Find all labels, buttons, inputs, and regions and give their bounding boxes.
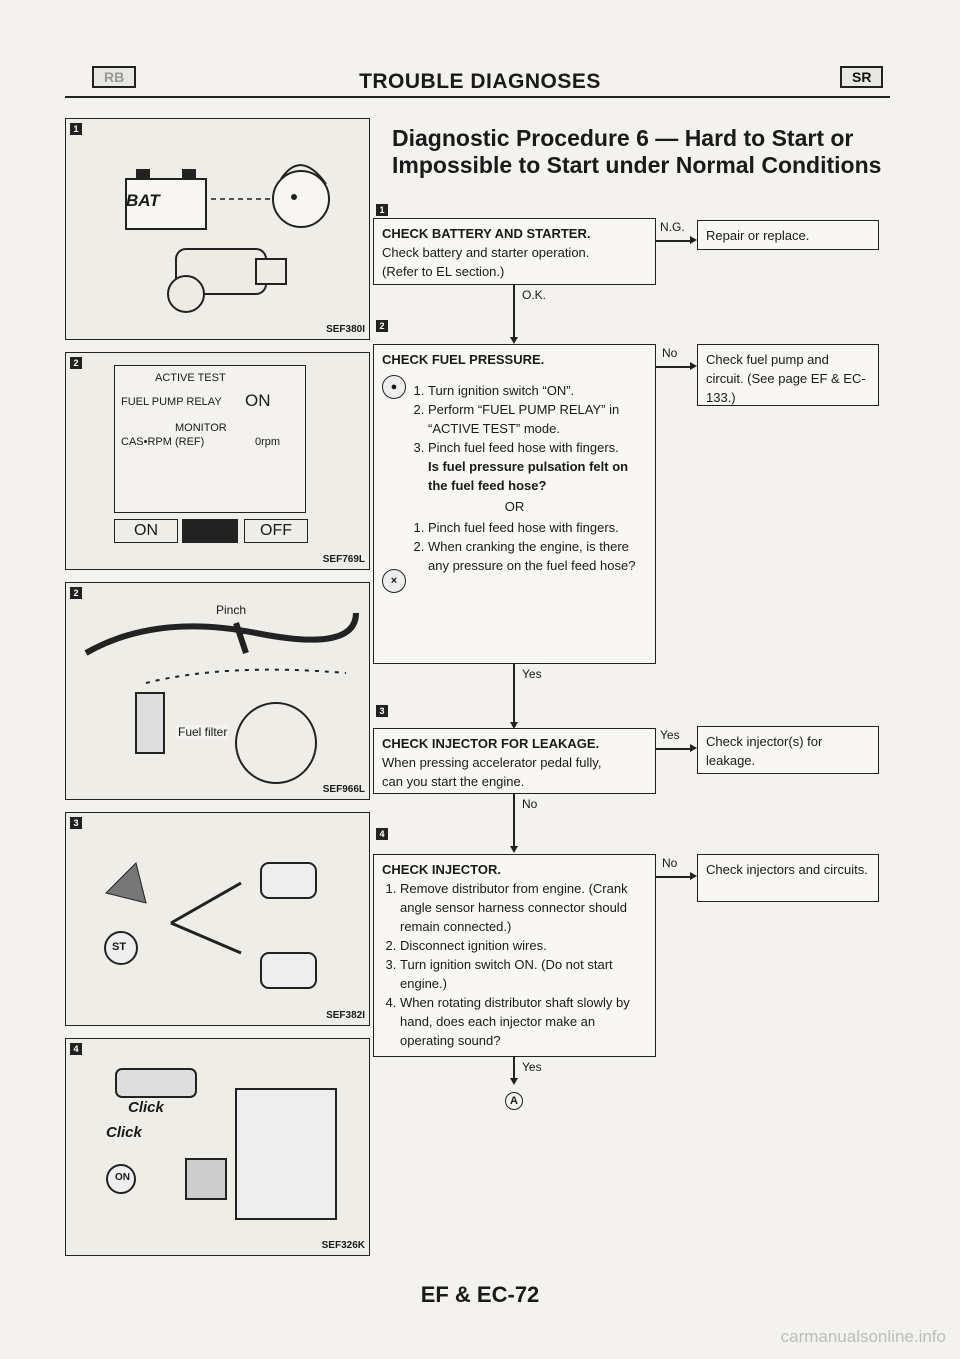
step-4-box	[373, 854, 656, 1057]
procedure-title: Diagnostic Procedure 6 — Hard to Start or Impossible to Start under Normal Conditions	[392, 125, 882, 178]
screen-monitor-label: MONITOR	[175, 422, 227, 434]
step-1-result: Repair or replace.	[697, 220, 879, 250]
step-4-result: Check injectors and circuits.	[697, 854, 879, 902]
step-3-badge: 3	[376, 705, 388, 717]
battery-starter-illustration	[86, 129, 356, 329]
connector	[656, 876, 692, 878]
step-1-branch: N.G.	[660, 220, 685, 234]
watermark: carmanualsonline.info	[780, 1327, 946, 1346]
figure-badge: 1	[70, 123, 82, 135]
step-1-title: CHECK BATTERY AND STARTER.	[382, 226, 591, 241]
figure-badge: 2	[70, 587, 82, 599]
consult-screen	[114, 365, 306, 513]
figure-badge: 3	[70, 817, 82, 829]
arrow-right	[690, 362, 697, 370]
screen-row1-label: FUEL PUMP RELAY	[121, 396, 222, 408]
figure-badge: 4	[70, 1043, 82, 1055]
step-3-line-2: can you start the engine.	[382, 774, 525, 789]
figure-fuel-hose	[65, 582, 370, 800]
step-2-or: OR	[504, 499, 525, 514]
step-1-line-1: Check battery and starter operation.	[382, 245, 590, 260]
figure-crank-start	[65, 812, 370, 1026]
arrow-right	[690, 236, 697, 244]
off-button[interactable]: OFF	[244, 519, 308, 543]
connector	[656, 240, 692, 242]
fuel-filter-label: Fuel filter	[178, 725, 228, 739]
step-4-item: 3. Turn ignition switch ON. (Do not start engine.)	[400, 955, 647, 993]
figure-code: SEF380I	[326, 324, 365, 335]
ignition-off-icon: ×	[382, 569, 406, 593]
figure-active-test-screen	[65, 352, 370, 570]
step-2-item: 1. Turn ignition switch “ON”.	[428, 381, 647, 400]
figure-code: SEF769L	[322, 554, 365, 565]
fuel-hose-illustration	[76, 593, 361, 793]
connector	[656, 748, 692, 750]
header-left-tag: RB	[92, 66, 136, 88]
connector-a-icon: A	[505, 1092, 523, 1110]
header-right-tag: SR	[840, 66, 883, 88]
injector-illustration	[76, 1049, 361, 1249]
page-header-title: TROUBLE DIAGNOSES	[359, 70, 601, 93]
step-2-question: Is fuel pressure pulsation felt on the fuel feed hose?	[428, 459, 629, 493]
step-2-item: 3. Pinch fuel feed hose with fingers.	[428, 438, 647, 457]
step-3-box	[373, 728, 656, 794]
step-4-item: 2. Disconnect ignition wires.	[400, 936, 647, 955]
page-number: EF & EC-72	[420, 1282, 540, 1307]
step-4-branch: No	[662, 856, 678, 870]
figure-code: SEF966L	[322, 784, 365, 795]
step-2-item-b: 1. Pinch fuel feed hose with fingers.	[428, 518, 647, 537]
step-4-badge: 4	[376, 828, 388, 840]
step-1-next: O.K.	[522, 288, 547, 302]
arrow-down	[510, 846, 518, 853]
battery-label: BAT	[126, 191, 160, 210]
arrow-down	[510, 337, 518, 344]
step-3-next: No	[522, 797, 538, 811]
step-4-item: 4. When rotating distributor shaft slowly by hand, does each injector make an operating sound?	[400, 993, 647, 1050]
connector	[513, 285, 515, 340]
step-2-result: Check fuel pump and circuit. (See page EF & EC-133.)	[697, 344, 879, 406]
step-2-title: CHECK FUEL PRESSURE.	[382, 352, 545, 367]
figure-code: SEF326K	[321, 1240, 365, 1251]
arrow-down	[510, 1078, 518, 1085]
click-label-2: Click	[106, 1124, 142, 1141]
step-2-next: Yes	[522, 667, 542, 681]
connector	[513, 794, 515, 850]
arrow-right	[690, 744, 697, 752]
step-2-branch: No	[662, 346, 678, 360]
pinch-label: Pinch	[216, 603, 247, 617]
step-3-line-1: When pressing accelerator pedal fully,	[382, 755, 602, 770]
step-2-item: 2. Perform “FUEL PUMP RELAY” in “ACTIVE TEST” mode.	[428, 400, 647, 438]
start-position-label: ST	[112, 941, 127, 953]
step-3-branch: Yes	[660, 728, 680, 742]
connector	[513, 664, 515, 726]
step-4-next: Yes	[522, 1060, 542, 1074]
figure-battery-starter	[65, 118, 370, 340]
click-label-1: Click	[128, 1099, 164, 1116]
screen-row1-value: ON	[245, 391, 271, 410]
screen-row2-value: 0rpm	[255, 436, 281, 448]
step-3-title: CHECK INJECTOR FOR LEAKAGE.	[382, 736, 600, 751]
step-1-box	[373, 218, 656, 285]
ignition-on-label: ON	[115, 1172, 130, 1183]
ignition-key-icon: ●	[382, 375, 406, 399]
step-2-item-b: 2. When cranking the engine, is there any pressure on the fuel feed hose?	[428, 537, 647, 575]
step-4-item: 1. Remove distributor from engine. (Crank angle sensor harness connector should remain connected.)	[400, 879, 647, 936]
step-3-result: Check injector(s) for leakage.	[697, 726, 879, 774]
screen-row2-label: CAS•RPM (REF)	[121, 436, 205, 448]
arrow-right	[690, 872, 697, 880]
selected-button[interactable]	[182, 519, 238, 543]
step-1-badge: 1	[376, 204, 388, 216]
step-4-title: CHECK INJECTOR.	[382, 862, 501, 877]
step-2-badge: 2	[376, 320, 388, 332]
connector	[656, 366, 692, 368]
figure-badge: 2	[70, 357, 82, 369]
figure-injector-click	[65, 1038, 370, 1256]
header-rule	[65, 96, 890, 98]
step-2-box	[373, 344, 656, 664]
step-1-line-2: (Refer to EL section.)	[382, 264, 505, 279]
figure-code: SEF382I	[326, 1010, 365, 1021]
on-button[interactable]: ON	[114, 519, 178, 543]
screen-title: ACTIVE TEST	[155, 372, 226, 384]
crank-illustration	[76, 823, 361, 1018]
